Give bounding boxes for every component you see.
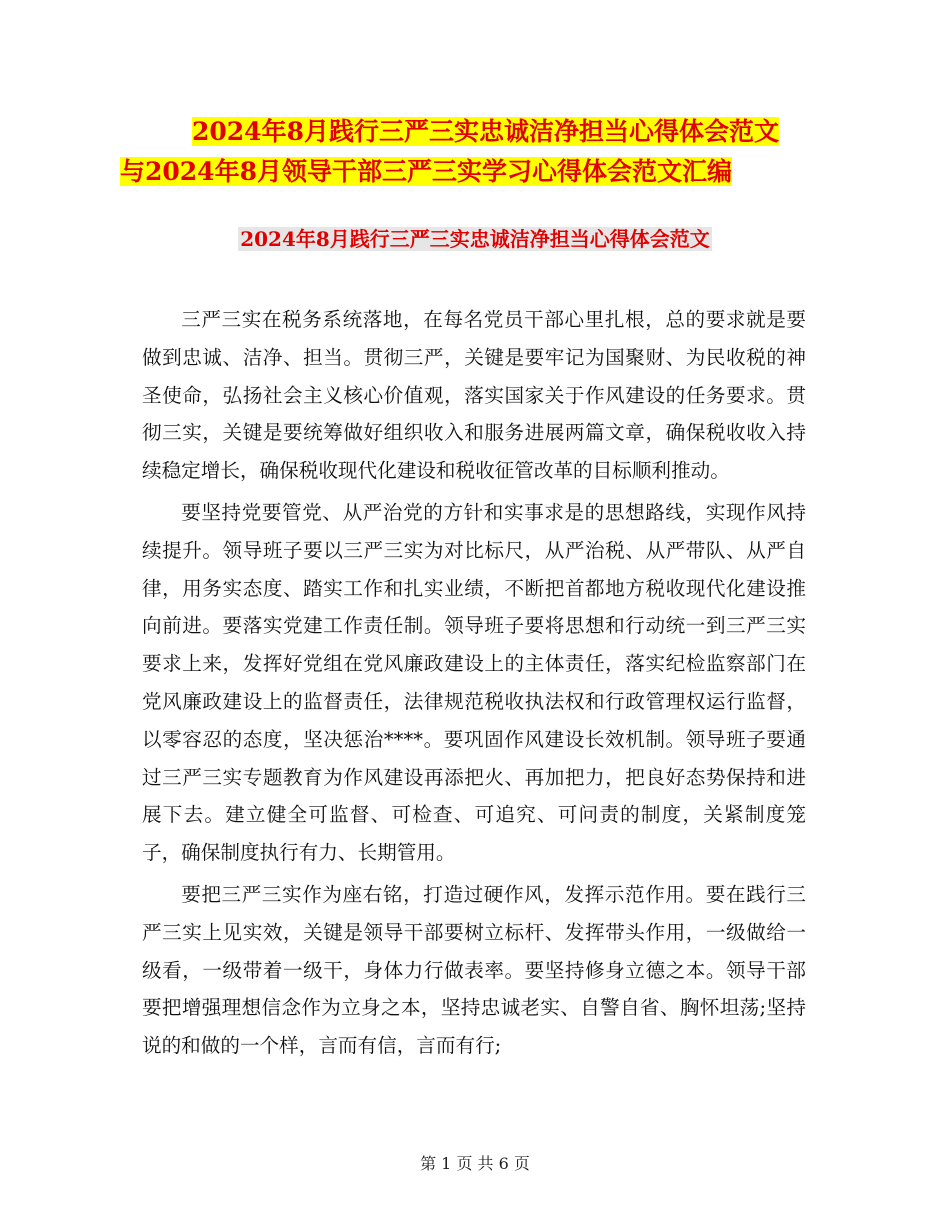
title-line-1: 2024年8月践行三严三实忠诚洁净担当心得体会范文 [192, 117, 779, 146]
section-title [0, 224, 950, 254]
paragraph-2: 要坚持党要管党、从严治党的方针和实事求是的思想路线，实现作风持续提升。领导班子要以三严三实为对比标尺，从严治税、从严带队、从严自律，用务实态度、踏实工作和扎实业绩，不断把首都地方税收现代化建设推向前进。要落实党建工作责任制。领导班子要将思想和行动统一到三严三实要求上来，发挥好党组在党风廉政建设上的主体责任，落实纪检监察部门在党风廉政建设上的监督责任，法律规范税收执法权和行政管理权运行监督，以零容忍的态度，坚决惩治****。要巩固作风建设长效机制。领导班子要通过三严三实专题教育为作风建设再添把火、再加把力，把良好态势保持和进展下去。建立健全可监督、可检查、可追究、可问责的制度，关紧制度笼子，确保制度执行有力、长期管用。 [142, 500, 806, 865]
page-number: 第 1 页 共 6 页 [420, 1154, 530, 1173]
section-title-text: 2024年8月践行三严三实忠诚洁净担当心得体会范文 [240, 227, 710, 251]
page-footer [0, 1152, 950, 1176]
document-title [120, 112, 840, 192]
paragraph-3: 要把三严三实作为座右铭，打造过硬作风，发挥示范作用。要在践行三严三实上见实效，关键是领导干部要树立标杆、发挥带头作用，一级做给一级看，一级带着一级干，身体力行做表率。要坚持修身立德之本。领导干部要把增强理想信念作为立身之本，坚持忠诚老实、自警自省、胸怀坦荡;坚持说的和做的一个样，言而有信，言而有行; [142, 882, 806, 1058]
paragraph-1: 三严三实在税务系统落地，在每名党员干部心里扎根，总的要求就是要做到忠诚、洁净、担当。贯彻三严，关键是要牢记为国聚财、为民收税的神圣使命，弘扬社会主义核心价值观，落实国家关于作风建设的任务要求。贯彻三实，关键是要统筹做好组织收入和服务进展两篇文章，确保税收收入持续稳定增长，确保税收现代化建设和税收征管改革的目标顺利推动。 [142, 308, 806, 483]
document-body [142, 301, 806, 1069]
title-line-2: 与2024年8月领导干部三严三实学习心得体会范文汇编 [120, 157, 732, 186]
